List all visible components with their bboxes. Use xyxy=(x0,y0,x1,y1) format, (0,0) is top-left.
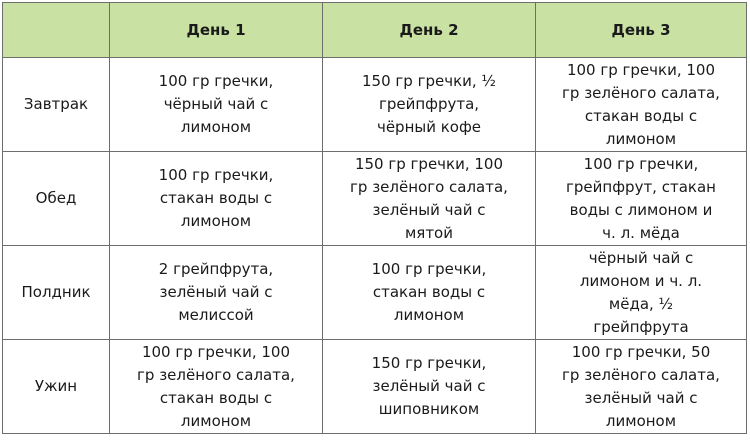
table-row xyxy=(3,246,747,340)
table-row xyxy=(3,152,747,246)
table-cell: 100 гр гречки, 100 гр зелёного салата, стакан воды с лимоном xyxy=(536,58,747,152)
table-row xyxy=(3,58,747,152)
header-row xyxy=(3,3,747,58)
header-day-2: День 2 xyxy=(323,3,536,58)
table-cell: 2 грейпфрута, зелёный чай с мелиссой xyxy=(110,246,323,340)
table-cell: 150 гр гречки, ½ грейпфрута, чёрный кофе xyxy=(323,58,536,152)
table-cell: 100 гр гречки, стакан воды с лимоном xyxy=(110,152,323,246)
row-label-lunch: Обед xyxy=(3,152,110,246)
table-row xyxy=(3,340,747,434)
table-cell: 100 гр гречки, чёрный чай с лимоном xyxy=(110,58,323,152)
table-cell: 100 гр гречки, 50 гр зелёного салата, зелёный чай с лимоном xyxy=(536,340,747,434)
table-cell: 150 гр гречки, зелёный чай с шиповником xyxy=(323,340,536,434)
row-label-breakfast: Завтрак xyxy=(3,58,110,152)
header-day-3: День 3 xyxy=(536,3,747,58)
row-label-snack: Полдник xyxy=(3,246,110,340)
table-cell: 100 гр гречки, стакан воды с лимоном xyxy=(323,246,536,340)
header-corner-cell xyxy=(3,3,110,58)
row-label-dinner: Ужин xyxy=(3,340,110,434)
table-cell: 100 гр гречки, грейпфрут, стакан воды с лимоном и ч. л. мёда xyxy=(536,152,747,246)
header-day-1: День 1 xyxy=(110,3,323,58)
table-cell: чёрный чай с лимоном и ч. л. мёда, ½ грейпфрута xyxy=(536,246,747,340)
table-cell: 150 гр гречки, 100 гр зелёного салата, зелёный чай с мятой xyxy=(323,152,536,246)
meal-plan-table xyxy=(2,2,747,434)
table-cell: 100 гр гречки, 100 гр зелёного салата, стакан воды с лимоном xyxy=(110,340,323,434)
